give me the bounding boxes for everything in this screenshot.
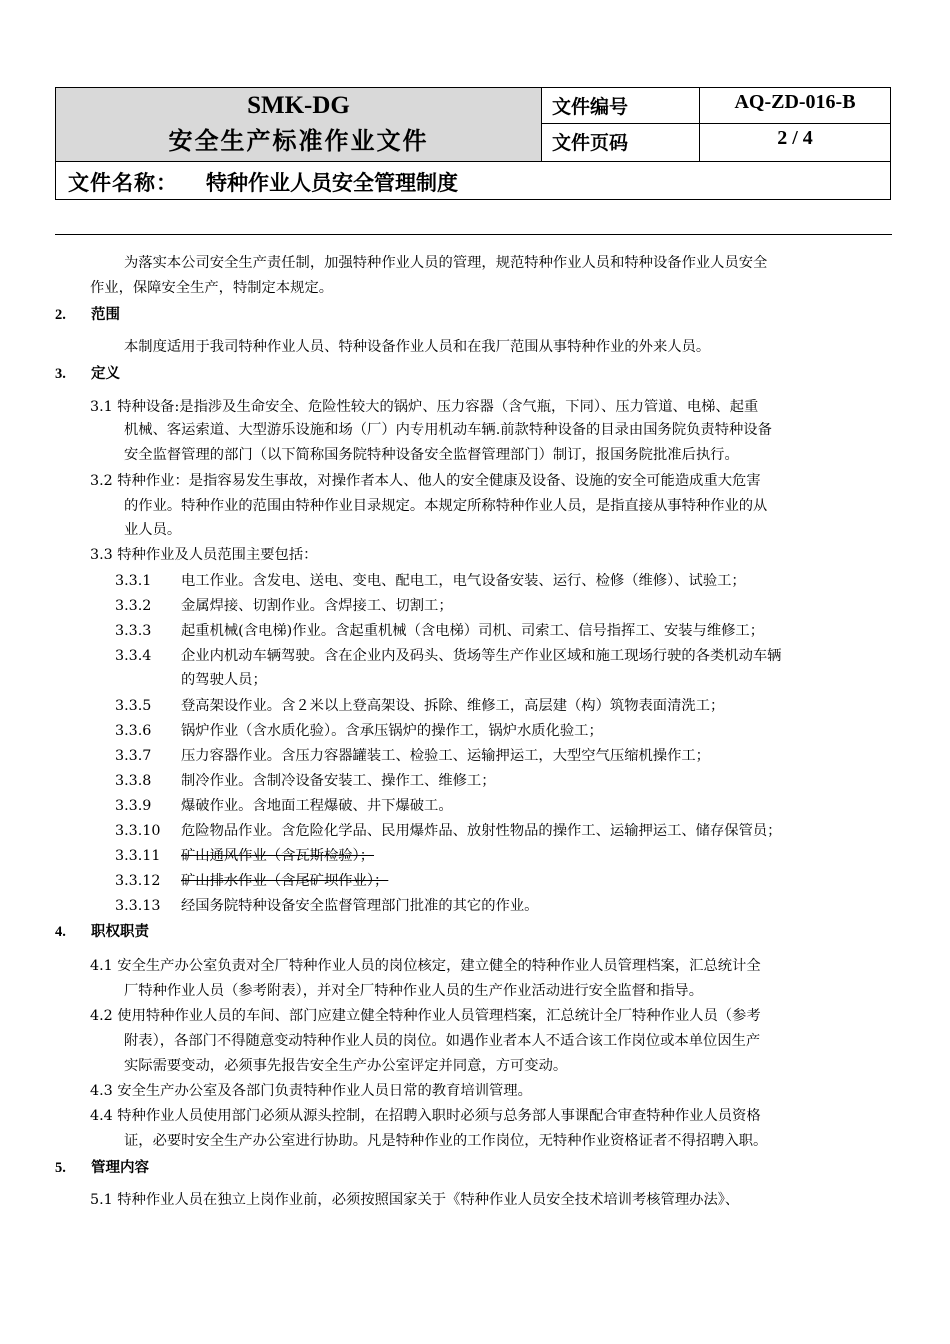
management-5-1-line-1: 5.1 特种作业人员在独立上岗作业前，必须按照国家关于《特种作业人员安全技术培训考核管理办法》、 bbox=[90, 1192, 740, 1208]
def-3-2-line-1: 3.2 特种作业：是指容易发生事故，对操作者本人、他人的安全健康及设备、设施的安全可能造成重大危害 bbox=[90, 473, 761, 489]
section-2-title: 范围 bbox=[91, 307, 120, 323]
document-name-label: 文件名称： bbox=[68, 171, 178, 195]
item-number: 3.3.4 bbox=[115, 648, 152, 664]
doc-number-label: 文件编号 bbox=[542, 88, 700, 124]
list-item bbox=[115, 746, 710, 766]
item-text: 电工作业。含发电、送电、变电、配电工，电气设备安装、运行、检修（维修）、试验工； bbox=[181, 573, 746, 589]
section-3-title: 定义 bbox=[91, 366, 120, 382]
item-text: 起重机械(含电梯)作业。含起重机械（含电梯）司机、司索工、信号指挥工、安装与维修工； bbox=[181, 623, 765, 639]
item-number: 3.3.11 bbox=[115, 848, 161, 864]
section-3-number: 3. bbox=[55, 366, 66, 382]
section-3-heading bbox=[55, 362, 120, 383]
item-number: 3.3.13 bbox=[115, 898, 161, 914]
item-number: 3.3.1 bbox=[115, 573, 152, 589]
scope-text: 本制度适用于我司特种作业人员、特种设备作业人员和在我厂范围从事特种作业的外来人员。 bbox=[124, 339, 711, 355]
item-text: 制冷作业。含制冷设备安装工、操作工、维修工； bbox=[181, 773, 496, 789]
item-text-continued: 的驾驶人员； bbox=[181, 672, 267, 688]
item-text: 压力容器作业。含压力容器罐装工、检验工、运输押运工，大型空气压缩机操作工； bbox=[181, 748, 710, 764]
document-name-value: 特种作业人员安全管理制度 bbox=[206, 171, 458, 195]
duty-4-4-line-2: 证，必要时安全生产办公室进行协助。凡是特种作业的工作岗位，无特种作业资格证者不得招聘入职。 bbox=[124, 1133, 768, 1149]
item-text: 矿山排水作业（含尾矿坝作业）； bbox=[181, 873, 389, 889]
def-3-2-line-2: 的作业。特种作业的范围由特种作业目录规定。本规定所称特种作业人员，是指直接从事特种作业的从 bbox=[124, 498, 768, 514]
list-item bbox=[115, 696, 724, 716]
def-3-1-line-3: 安全监督管理的部门（以下简称国务院特种设备安全监督管理部门）制订，报国务院批准后执行。 bbox=[124, 447, 739, 463]
section-5-title: 管理内容 bbox=[91, 1160, 149, 1176]
section-2-heading bbox=[55, 303, 120, 324]
item-number: 3.3.8 bbox=[115, 773, 152, 789]
list-item bbox=[115, 596, 453, 616]
list-item bbox=[115, 821, 781, 841]
item-text: 危险物品作业。含危险化学品、民用爆炸品、放射性物品的操作工、运输押运工、储存保管员； bbox=[181, 823, 782, 839]
list-item bbox=[115, 896, 538, 916]
list-item bbox=[115, 771, 496, 791]
section-2-number: 2. bbox=[55, 307, 66, 323]
def-3-3-intro: 3.3 特种作业及人员范围主要包括： bbox=[90, 547, 318, 563]
header-divider bbox=[55, 234, 892, 235]
item-number: 3.3.5 bbox=[115, 698, 152, 714]
duty-4-2-line-3: 实际需要变动，必须事先报告安全生产办公室评定并同意，方可变动。 bbox=[124, 1058, 568, 1074]
def-3-1-line-2: 机械、客运索道、大型游乐设施和场（厂）内专用机动车辆.前款特种设备的目录由国务院负责特种设备 bbox=[124, 422, 772, 438]
list-item bbox=[115, 796, 453, 816]
document-header-table bbox=[55, 87, 891, 200]
document-name-row bbox=[56, 161, 890, 199]
document-type: 安全生产标准作业文件 bbox=[168, 127, 429, 155]
section-4-heading bbox=[55, 920, 149, 941]
duty-4-1-line-1: 4.1 安全生产办公室负责对全厂特种作业人员的岗位核定，建立健全的特种作业人员管理档案，汇总统计全 bbox=[90, 958, 761, 974]
purpose-line-1: 为落实本公司安全生产责任制，加强特种作业人员的管理，规范特种作业人员和特种设备作业人员安全 bbox=[124, 255, 768, 271]
duty-4-1-line-2: 厂特种作业人员（参考附表），并对全厂特种作业人员的生产作业活动进行安全监督和指导。 bbox=[124, 983, 704, 999]
duty-4-2-line-2: 附表），各部门不得随意变动特种作业人员的岗位。如遇作业者本人不适合该工作岗位或本单位因生产 bbox=[124, 1033, 761, 1049]
purpose-line-2: 作业，保障安全生产，特制定本规定。 bbox=[90, 280, 334, 296]
item-text: 金属焊接、切割作业。含焊接工、切割工； bbox=[181, 598, 453, 614]
list-item-struck bbox=[115, 846, 374, 866]
duty-4-4-line-1: 4.4 特种作业人员使用部门必须从源头控制，在招聘入职时必须与总务部人事课配合审查特种作业人员资格 bbox=[90, 1108, 761, 1124]
item-number: 3.3.2 bbox=[115, 598, 152, 614]
page-number-value: 2 / 4 bbox=[777, 127, 813, 149]
item-text: 爆破作业。含地面工程爆破、井下爆破工。 bbox=[181, 798, 453, 814]
section-4-title: 职权职责 bbox=[91, 924, 149, 940]
list-item bbox=[115, 721, 603, 741]
section-5-number: 5. bbox=[55, 1160, 66, 1176]
header-title-block bbox=[56, 88, 542, 161]
duty-4-3: 4.3 安全生产办公室及各部门负责特种作业人员日常的教育培训管理。 bbox=[90, 1083, 532, 1099]
item-number: 3.3.7 bbox=[115, 748, 152, 764]
item-text: 矿山通风作业（含瓦斯检验）； bbox=[181, 848, 375, 864]
company-code: SMK-DG bbox=[247, 92, 350, 119]
doc-number-value: AQ-ZD-016-B bbox=[700, 88, 890, 124]
page-number-label: 文件页码 bbox=[542, 124, 700, 161]
item-text: 经国务院特种设备安全监督管理部门批准的其它的作业。 bbox=[181, 898, 539, 914]
item-number: 3.3.12 bbox=[115, 873, 161, 889]
list-item bbox=[115, 571, 746, 591]
item-number: 3.3.10 bbox=[115, 823, 161, 839]
item-number: 3.3.9 bbox=[115, 798, 152, 814]
item-text: 锅炉作业（含水质化验）。含承压锅炉的操作工，锅炉水质化验工； bbox=[181, 723, 603, 739]
list-item-struck bbox=[115, 871, 388, 891]
item-text: 登高架设作业。含２米以上登高架设、拆除、维修工，高层建（构）筑物表面清洗工； bbox=[181, 698, 725, 714]
list-item bbox=[115, 621, 764, 641]
item-text: 企业内机动车辆驾驶。含在企业内及码头、货场等生产作业区域和施工现场行驶的各类机动车辆 bbox=[181, 648, 782, 664]
item-number: 3.3.3 bbox=[115, 623, 152, 639]
section-4-number: 4. bbox=[55, 924, 66, 940]
def-3-1-line-1: 3.1 特种设备:是指涉及生命安全、危险性较大的锅炉、压力容器（含气瓶，下同）、压力管道、电梯、起重 bbox=[90, 399, 759, 415]
duty-4-2-line-1: 4.2 使用特种作业人员的车间、部门应建立健全特种作业人员管理档案，汇总统计全厂特种作业人员（参考 bbox=[90, 1008, 761, 1024]
def-3-2-line-3: 业人员。 bbox=[124, 522, 182, 538]
section-5-heading bbox=[55, 1156, 149, 1177]
list-item bbox=[115, 646, 781, 666]
item-number: 3.3.6 bbox=[115, 723, 152, 739]
